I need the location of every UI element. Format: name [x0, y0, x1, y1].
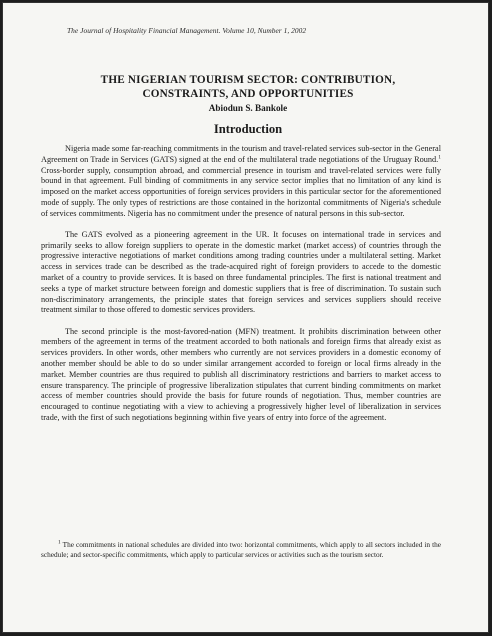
article-title-line-2: CONSTRAINTS, AND OPPORTUNITIES — [142, 88, 354, 100]
footnote — [41, 540, 441, 559]
journal-page — [2, 2, 489, 633]
footnote-marker: 1 — [58, 539, 61, 546]
paragraph-1-text-a: Nigeria made some far-reaching commitments in the tourism and travel-related services sub-sector in the General Agreement on Trade in Services (GATS) signed at the end of the multilateral trade negotiations of the Uruguay Round. — [41, 144, 441, 164]
footnote-1 — [41, 540, 441, 559]
footnote-reference: 1 — [438, 154, 441, 161]
paragraph-1 — [41, 144, 441, 220]
article-title-line-1: THE NIGERIAN TOURISM SECTOR: CONTRIBUTION, — [100, 74, 396, 86]
running-head: The Journal of Hospitality Financial Management. Volume 10, Number 1, 2002 — [67, 26, 307, 35]
section-heading: Introduction — [213, 122, 283, 136]
paragraph-3: The second principle is the most-favored-nation (MFN) treatment. It prohibits discrimination between other members of the agreement in terms of the treatment accorded to both nationals and foreign firms that already exist as services providers. In other words, other members who currently are not services providers in a domestic economy of another member should be able to do so under similar arrangement accorded to foreign or local firms already in the market. Member countries are thus required to publish all discriminatory restrictions and barriers to market access to ensure transparency. The principle of progressive liberalization stipulates that current binding commitments on market access of member countries should provide the basis for future rounds of negotiation. Thus, member countries are encouraged to continue negotiating with a view to achieving a progressively higher level of liberalization in services trade, with the first of such negotiations beginning within five years of entry into force of the agreement. — [41, 326, 441, 422]
article-title — [63, 73, 433, 101]
article-body — [41, 144, 441, 434]
footnote-text: The commitments in national schedules are divided into two: horizontal commitments, which apply to all sectors included in the schedule; and sector-specific commitments, which apply to particular services or activities such as the tourism sector. — [41, 540, 441, 559]
author-name: Abiodun S. Bankole — [208, 103, 288, 113]
paragraph-1-text-b: Cross-border supply, consumption abroad, and commercial presence in tourism and travel-related services were fully bound in that agreement. Full binding of commitments in any service sector implies that no limitation of any kind is imposed on the market access opportunities of foreign services providers in this particular sector for the aforementioned mode of supply. The only types of restrictions are those contained in the horizontal commitments of Nigeria's schedule of services commitments. Nigeria has no commitment under the presence of natural persons in this sub-sector. — [41, 165, 441, 218]
paragraph-2: The GATS evolved as a pioneering agreement in the UR. It focuses on international trade in services and primarily seeks to allow foreign suppliers to operate in the domestic market (market access) of countries through the progressive interactive negotiations of market conditions among trading countries under a multilateral setting. Market access in services trade can be described as the trade-acquired right of foreign providers to accede to the domestic market of a country to provide services. It is based on three fundamental principles. The first is national treatment and seeks a type of market structure between foreign and domestic suppliers that is free of discrimination. To sustain such non-discriminatory arrangements, the principle states that foreign services and services suppliers should receive treatment similar to those offered to domestic services providers. — [41, 229, 441, 315]
